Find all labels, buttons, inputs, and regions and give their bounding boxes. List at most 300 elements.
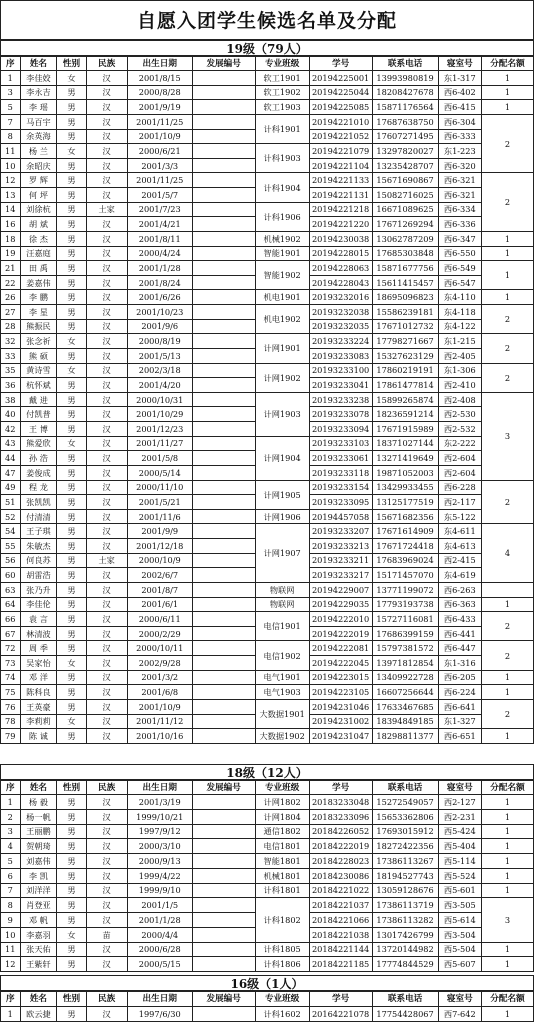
cell-phone: 17774844529: [372, 957, 438, 972]
cell-birth-date: 2001/8/15: [127, 71, 192, 86]
cell-phone: 15871677756: [372, 261, 438, 276]
cell-dorm: 东4-619: [438, 568, 481, 583]
cell-name: 李嘉羽: [20, 927, 57, 942]
cell-phone: 13235428707: [372, 158, 438, 173]
cell-quota: 1: [481, 85, 533, 100]
table-row: [1, 85, 534, 100]
cell-class: 大数据1901: [255, 699, 309, 728]
cell-seq: 27: [1, 305, 21, 320]
cell-name: 王英豪: [20, 699, 57, 714]
cell-dorm: 西2-127: [438, 795, 481, 810]
cell-phone: 17633467685: [372, 699, 438, 714]
cell-birth-date: 2000/11/10: [127, 480, 192, 495]
cell-birth-date: 1997/6/30: [127, 1007, 192, 1022]
cell-phone: 17798271667: [372, 334, 438, 349]
cell-phone: 13059128676: [372, 883, 438, 898]
cell-ethnicity: 汉: [86, 100, 127, 115]
cell-ethnicity: 汉: [86, 305, 127, 320]
table-row: [1, 868, 534, 883]
cell-name: 何良苏: [20, 553, 57, 568]
cell-dorm: 西6-547: [438, 275, 481, 290]
cell-gender: 男: [57, 670, 86, 685]
cell-dev-number: [192, 407, 255, 422]
cell-student-id: 20193233207: [309, 524, 372, 539]
cell-ethnicity: 苗: [86, 927, 127, 942]
cell-seq: 44: [1, 451, 21, 466]
cell-birth-date: 2001/3/3: [127, 158, 192, 173]
column-header-dev-number: 发展编号: [192, 992, 255, 1007]
cell-ethnicity: 汉: [86, 363, 127, 378]
cell-gender: 女: [57, 656, 86, 671]
cell-dev-number: [192, 246, 255, 261]
table-header-row: [1, 781, 534, 795]
cell-dorm: 西6-333: [438, 129, 481, 144]
cell-seq: 10: [1, 158, 21, 173]
cell-phone: 18208427678: [372, 85, 438, 100]
cell-name: 杨 兰: [20, 144, 57, 159]
cell-seq: 2: [1, 809, 21, 824]
cell-student-id: 20194231046: [309, 699, 372, 714]
cell-student-id: 20184230086: [309, 868, 372, 883]
cell-dev-number: [192, 465, 255, 480]
cell-dev-number: [192, 275, 255, 290]
cell-phone: 16607256644: [372, 685, 438, 700]
cell-name: 刘嘉伟: [20, 854, 57, 869]
cell-phone: 17686399159: [372, 626, 438, 641]
cell-birth-date: 2001/8/7: [127, 582, 192, 597]
cell-dev-number: [192, 553, 255, 568]
cell-seq: 16: [1, 217, 21, 232]
cell-ethnicity: 汉: [86, 898, 127, 913]
cell-seq: 3: [1, 85, 21, 100]
cell-gender: 男: [57, 824, 86, 839]
cell-ethnicity: 汉: [86, 480, 127, 495]
cell-birth-date: 1997/9/12: [127, 824, 192, 839]
cell-student-id: 20184221022: [309, 883, 372, 898]
cell-seq: 42: [1, 422, 21, 437]
cell-name: 贺朝琦: [20, 839, 57, 854]
cell-ethnicity: 汉: [86, 824, 127, 839]
cell-student-id: 20184221185: [309, 957, 372, 972]
roster-table-grade-19: [0, 56, 534, 744]
cell-dev-number: [192, 173, 255, 188]
cell-student-id: 20193232035: [309, 319, 372, 334]
cell-birth-date: 2001/10/9: [127, 129, 192, 144]
cell-name: 熊振民: [20, 319, 57, 334]
cell-quota: 1: [481, 1007, 533, 1022]
cell-ethnicity: 汉: [86, 290, 127, 305]
cell-student-id: 20193232038: [309, 305, 372, 320]
cell-phone: 15871176564: [372, 100, 438, 115]
cell-birth-date: 2001/1/28: [127, 261, 192, 276]
cell-ethnicity: 汉: [86, 71, 127, 86]
cell-phone: 17671614909: [372, 524, 438, 539]
cell-name: 杨一帆: [20, 809, 57, 824]
cell-name: 戴 进: [20, 392, 57, 407]
cell-dorm: 东1-317: [438, 71, 481, 86]
cell-student-id: 20183233048: [309, 795, 372, 810]
cell-phone: 18695096823: [372, 290, 438, 305]
cell-gender: 男: [57, 913, 86, 928]
cell-birth-date: 2000/6/11: [127, 612, 192, 627]
cell-dev-number: [192, 480, 255, 495]
cell-dev-number: [192, 898, 255, 913]
cell-name: 袁 言: [20, 612, 57, 627]
cell-seq: 32: [1, 334, 21, 349]
cell-class: 电信1801: [255, 839, 309, 854]
cell-seq: 52: [1, 509, 21, 524]
cell-gender: 男: [57, 114, 86, 129]
cell-birth-date: 2001/6/1: [127, 597, 192, 612]
cell-dorm: 西6-447: [438, 641, 481, 656]
cell-class: 智能1801: [255, 854, 309, 869]
cell-student-id: 20194221218: [309, 202, 372, 217]
cell-gender: 男: [57, 202, 86, 217]
cell-seq: 8: [1, 898, 21, 913]
cell-student-id: 20194222081: [309, 641, 372, 656]
cell-dev-number: [192, 495, 255, 510]
roster-table-grade-18: [0, 780, 534, 972]
cell-phone: 15171457070: [372, 568, 438, 583]
cell-seq: 63: [1, 582, 21, 597]
section-banner-grade-18: 18级（12人）: [0, 764, 534, 780]
cell-dorm: 西2-530: [438, 407, 481, 422]
column-header-dev-number: 发展编号: [192, 781, 255, 795]
cell-seq: 12: [1, 173, 21, 188]
document-title: 自愿入团学生候选名单及分配: [0, 0, 534, 40]
cell-student-id: 20194228063: [309, 261, 372, 276]
cell-ethnicity: 汉: [86, 231, 127, 246]
cell-dev-number: [192, 656, 255, 671]
cell-name: 王子琪: [20, 524, 57, 539]
table-row: [1, 290, 534, 305]
cell-dev-number: [192, 436, 255, 451]
cell-quota: 4: [481, 524, 533, 583]
cell-name: 徐 杰: [20, 231, 57, 246]
cell-gender: 男: [57, 275, 86, 290]
cell-gender: 男: [57, 173, 86, 188]
cell-quota: 1: [481, 100, 533, 115]
cell-ethnicity: 汉: [86, 392, 127, 407]
cell-ethnicity: 汉: [86, 714, 127, 729]
cell-class: 电信1902: [255, 641, 309, 670]
cell-dev-number: [192, 261, 255, 276]
cell-dev-number: [192, 451, 255, 466]
table-row: [1, 824, 534, 839]
cell-phone: 15727116081: [372, 612, 438, 627]
table-row: [1, 246, 534, 261]
cell-class: 智能1901: [255, 246, 309, 261]
cell-birth-date: 2001/10/29: [127, 407, 192, 422]
cell-birth-date: 2001/11/25: [127, 173, 192, 188]
cell-quota: 1: [481, 957, 533, 972]
cell-phone: 17671724418: [372, 539, 438, 554]
cell-dorm: 西5-524: [438, 868, 481, 883]
cell-dorm: 东5-122: [438, 509, 481, 524]
cell-ethnicity: 汉: [86, 451, 127, 466]
cell-birth-date: 2001/12/23: [127, 422, 192, 437]
cell-phone: 17683969024: [372, 553, 438, 568]
cell-birth-date: 2000/10/9: [127, 553, 192, 568]
cell-student-id: 20194225001: [309, 71, 372, 86]
cell-ethnicity: 汉: [86, 319, 127, 334]
cell-phone: 18298811377: [372, 729, 438, 744]
cell-student-id: 20194221133: [309, 173, 372, 188]
cell-student-id: 20193233078: [309, 407, 372, 422]
cell-dorm: 西3-505: [438, 898, 481, 913]
cell-name: 田 禹: [20, 261, 57, 276]
cell-birth-date: 2000/8/28: [127, 85, 192, 100]
cell-name: 黄诗雪: [20, 363, 57, 378]
cell-phone: 13720144982: [372, 942, 438, 957]
cell-birth-date: 2001/1/28: [127, 913, 192, 928]
table-row: [1, 957, 534, 972]
cell-ethnicity: 汉: [86, 144, 127, 159]
cell-seq: 74: [1, 670, 21, 685]
cell-gender: 男: [57, 597, 86, 612]
cell-phone: 19871052003: [372, 465, 438, 480]
cell-birth-date: 2000/9/13: [127, 854, 192, 869]
cell-student-id: 20193233154: [309, 480, 372, 495]
cell-dev-number: [192, 927, 255, 942]
cell-name: 孙 浩: [20, 451, 57, 466]
cell-student-id: 20193233100: [309, 363, 372, 378]
cell-name: 李佳伦: [20, 597, 57, 612]
cell-ethnicity: 汉: [86, 85, 127, 100]
cell-quota: [481, 582, 533, 597]
cell-dev-number: [192, 188, 255, 203]
cell-seq: 73: [1, 656, 21, 671]
cell-dev-number: [192, 509, 255, 524]
cell-gender: 男: [57, 290, 86, 305]
cell-dev-number: [192, 957, 255, 972]
cell-ethnicity: 汉: [86, 699, 127, 714]
table-row: [1, 436, 534, 451]
cell-student-id: 20193233061: [309, 451, 372, 466]
cell-phone: 17693015912: [372, 824, 438, 839]
cell-dorm: 东1-327: [438, 714, 481, 729]
cell-dev-number: [192, 392, 255, 407]
cell-quota: 2: [481, 334, 533, 363]
cell-name: 张天佑: [20, 942, 57, 957]
cell-student-id: 20164221078: [309, 1007, 372, 1022]
cell-quota: 1: [481, 854, 533, 869]
cell-gender: 男: [57, 957, 86, 972]
cell-dorm: 西6-228: [438, 480, 481, 495]
column-header-ethnicity: 民族: [86, 57, 127, 71]
cell-ethnicity: 汉: [86, 539, 127, 554]
cell-phone: 17671269294: [372, 217, 438, 232]
cell-dorm: 西5-607: [438, 957, 481, 972]
cell-birth-date: 1999/9/10: [127, 883, 192, 898]
cell-seq: 64: [1, 597, 21, 612]
cell-name: 马百宇: [20, 114, 57, 129]
cell-phone: 13271419649: [372, 451, 438, 466]
cell-name: 余英海: [20, 129, 57, 144]
cell-seq: 1: [1, 71, 21, 86]
cell-phone: 18194527743: [372, 868, 438, 883]
cell-birth-date: 2002/9/28: [127, 656, 192, 671]
column-header-student-id: 学号: [309, 781, 372, 795]
cell-ethnicity: 汉: [86, 656, 127, 671]
cell-birth-date: 1999/10/21: [127, 809, 192, 824]
cell-birth-date: 2000/5/15: [127, 957, 192, 972]
cell-seq: 78: [1, 714, 21, 729]
cell-gender: 男: [57, 795, 86, 810]
cell-seq: 8: [1, 129, 21, 144]
cell-name: 张凯凯: [20, 495, 57, 510]
cell-ethnicity: 汉: [86, 114, 127, 129]
cell-phone: 15327623129: [372, 348, 438, 363]
cell-class: 智能1902: [255, 261, 309, 290]
cell-student-id: 20194221104: [309, 158, 372, 173]
cell-dev-number: [192, 71, 255, 86]
cell-seq: 11: [1, 144, 21, 159]
cell-student-id: 20184221066: [309, 913, 372, 928]
cell-quota: 1: [481, 839, 533, 854]
cell-name: 陈 诚: [20, 729, 57, 744]
cell-dorm: 东1-223: [438, 144, 481, 159]
cell-class: 计科1903: [255, 144, 309, 173]
cell-dev-number: [192, 158, 255, 173]
cell-name: 王 博: [20, 422, 57, 437]
cell-quota: 2: [481, 114, 533, 173]
cell-ethnicity: 汉: [86, 685, 127, 700]
cell-dev-number: [192, 363, 255, 378]
cell-name: 胡 斌: [20, 217, 57, 232]
cell-ethnicity: 土家: [86, 553, 127, 568]
cell-phone: 18236591214: [372, 407, 438, 422]
cell-phone: 17607271495: [372, 129, 438, 144]
cell-ethnicity: 汉: [86, 246, 127, 261]
cell-dev-number: [192, 612, 255, 627]
cell-student-id: 20193233238: [309, 392, 372, 407]
cell-ethnicity: 汉: [86, 729, 127, 744]
cell-seq: 72: [1, 641, 21, 656]
cell-gender: 男: [57, 231, 86, 246]
cell-student-id: 20194225044: [309, 85, 372, 100]
cell-class: 物联网: [255, 582, 309, 597]
cell-quota: 1: [481, 71, 533, 86]
cell-name: 熊 硕: [20, 348, 57, 363]
cell-dev-number: [192, 568, 255, 583]
cell-birth-date: 2000/10/11: [127, 641, 192, 656]
cell-phone: 15082716025: [372, 188, 438, 203]
cell-name: 邓 洋: [20, 670, 57, 685]
cell-ethnicity: 汉: [86, 275, 127, 290]
table-row: [1, 144, 534, 159]
cell-gender: 男: [57, 100, 86, 115]
column-header-quota: 分配名额: [481, 992, 533, 1007]
cell-birth-date: 2001/5/7: [127, 188, 192, 203]
cell-birth-date: 2001/5/13: [127, 348, 192, 363]
cell-dev-number: [192, 85, 255, 100]
cell-ethnicity: 汉: [86, 942, 127, 957]
cell-seq: 49: [1, 480, 21, 495]
cell-student-id: 20184222019: [309, 839, 372, 854]
cell-birth-date: 2001/11/25: [127, 114, 192, 129]
cell-birth-date: 2001/5/8: [127, 451, 192, 466]
cell-birth-date: 2001/9/19: [127, 100, 192, 115]
cell-student-id: 20184221038: [309, 927, 372, 942]
cell-student-id: 20184226052: [309, 824, 372, 839]
cell-dorm: 西2-415: [438, 553, 481, 568]
cell-ethnicity: 汉: [86, 378, 127, 393]
cell-phone: 15611415457: [372, 275, 438, 290]
table-row: [1, 612, 534, 627]
cell-class: 通信1802: [255, 824, 309, 839]
cell-birth-date: 2001/3/19: [127, 795, 192, 810]
cell-phone: 17793193738: [372, 597, 438, 612]
cell-name: 肖登亚: [20, 898, 57, 913]
cell-quota: 1: [481, 868, 533, 883]
table-row: [1, 597, 534, 612]
cell-seq: 22: [1, 275, 21, 290]
cell-gender: 男: [57, 480, 86, 495]
cell-gender: 男: [57, 729, 86, 744]
roster-table-grade-16: [0, 991, 534, 1022]
cell-ethnicity: 汉: [86, 670, 127, 685]
cell-seq: 54: [1, 524, 21, 539]
cell-class: 电气1901: [255, 670, 309, 685]
table-row: [1, 509, 534, 524]
cell-gender: 男: [57, 305, 86, 320]
cell-gender: 男: [57, 217, 86, 232]
cell-phone: 18272422356: [372, 839, 438, 854]
cell-birth-date: 2001/6/8: [127, 685, 192, 700]
cell-student-id: 20184228023: [309, 854, 372, 869]
cell-birth-date: 2000/6/21: [127, 144, 192, 159]
cell-dorm: 西6-415: [438, 100, 481, 115]
cell-dorm: 西2-231: [438, 809, 481, 824]
cell-dev-number: [192, 114, 255, 129]
column-header-ethnicity: 民族: [86, 781, 127, 795]
table-row: [1, 685, 534, 700]
table-row: [1, 699, 534, 714]
cell-ethnicity: 汉: [86, 261, 127, 276]
cell-dorm: 东1-316: [438, 656, 481, 671]
cell-dev-number: [192, 290, 255, 305]
cell-name: 姜俊成: [20, 465, 57, 480]
table-row: [1, 795, 534, 810]
cell-dorm: 西6-205: [438, 670, 481, 685]
table-row: [1, 942, 534, 957]
cell-birth-date: 2001/4/21: [127, 217, 192, 232]
cell-seq: 56: [1, 553, 21, 568]
section-banner-grade-16: 16级（1人）: [0, 975, 534, 991]
cell-seq: 67: [1, 626, 21, 641]
cell-dorm: 西6-347: [438, 231, 481, 246]
cell-dev-number: [192, 824, 255, 839]
cell-ethnicity: 汉: [86, 839, 127, 854]
cell-quota: 1: [481, 290, 533, 305]
cell-ethnicity: 汉: [86, 173, 127, 188]
cell-ethnicity: 汉: [86, 913, 127, 928]
cell-ethnicity: 汉: [86, 495, 127, 510]
table-row: [1, 334, 534, 349]
cell-student-id: 20194221010: [309, 114, 372, 129]
cell-gender: 男: [57, 378, 86, 393]
table-row: [1, 100, 534, 115]
cell-dorm: 西2-410: [438, 378, 481, 393]
cell-dorm: 西6-334: [438, 202, 481, 217]
cell-ethnicity: 汉: [86, 795, 127, 810]
cell-dorm: 西2-408: [438, 392, 481, 407]
cell-ethnicity: 汉: [86, 348, 127, 363]
cell-dev-number: [192, 626, 255, 641]
cell-phone: 13297820027: [372, 144, 438, 159]
table-header-row: [1, 992, 534, 1007]
